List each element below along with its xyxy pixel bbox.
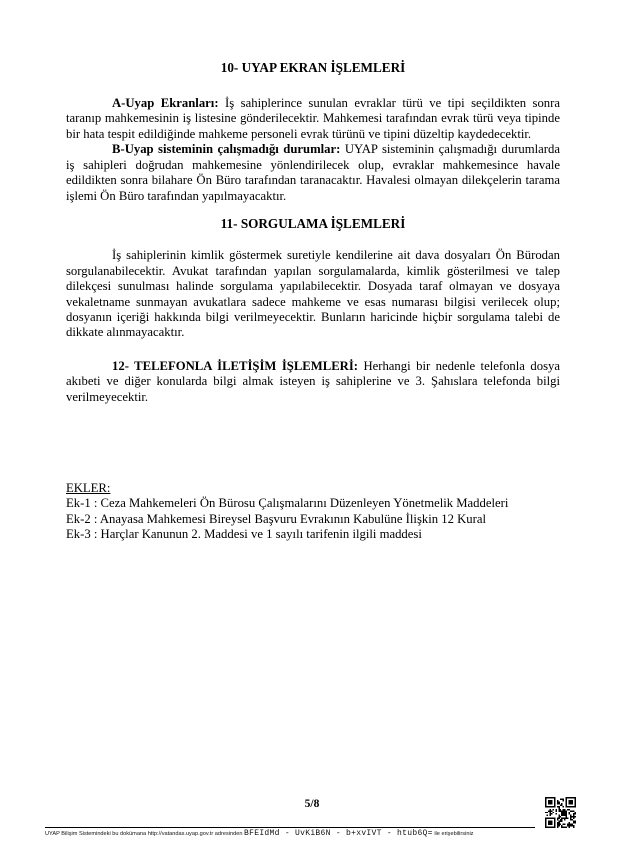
section-12-lead: 12- TELEFONLA İLETİŞİM İŞLEMLERİ:	[112, 358, 358, 373]
section-10-heading: 10- UYAP EKRAN İŞLEMLERİ	[220, 60, 406, 75]
section-12-paragraph	[66, 359, 560, 405]
attachments-section	[66, 481, 560, 542]
document-body	[66, 60, 560, 405]
paragraph-a-text: İş sahiplerince sunulan evraklar türü ve tipi seçildikten sonra taranıp mahkemesinin iş listesine gönderilecektir. Mahkemesi tarafından evrak türü veya tipinde bir hata tespit edildiğinde mahkeme personeli evrak türünü ve tipini düzeltip kaydedecektir.	[66, 96, 560, 141]
paragraph-b-lead: B-Uyap sisteminin çalışmadığı durumlar:	[112, 142, 341, 157]
qr-code	[545, 797, 576, 828]
paragraph-b-text: UYAP sisteminin çalışmadığı durumlarda iş sahipleri doğrudan mahkemesine yönlendirilecek olup, evraklar mahkemesince havale edildikten sonra bilahare Ön Büro tarafından taranacaktır. Havalesi olmayan dilekçelerin tarama işlemi Ön Büro tarafından yapılmayacaktır.	[66, 142, 561, 203]
verification-footer-prefix: UYAP Bilişim Sistemindeki bu dokümana http://vatandas.uyap.gov.tr adresinden	[45, 831, 243, 837]
section-11-heading: 11- SORGULAMA İŞLEMLERİ	[220, 216, 406, 232]
attachment-item-1: Ek-1 : Ceza Mahkemeleri Ön Bürosu Çalışmalarını Düzenleyen Yönetmelik Maddeleri	[66, 496, 509, 511]
footer-divider	[45, 827, 535, 828]
verification-code: BFEIdMd - UvKiB6N - b+xvIVT - htub6Q=	[244, 829, 433, 838]
attachment-item-2: Ek-2 : Anayasa Mahkemesi Bireysel Başvuru Evrakının Kabulüne İlişkin 12 Kural	[66, 511, 487, 526]
page-number: 5/8	[304, 798, 320, 810]
section-12-text: Herhangi bir nedenle telefonla dosya akıbeti ve diğer konularda bilgi almak isteyen iş sahiplerine ve 3. Şahıslara telefonda bilgi verilmeyecektir.	[66, 358, 560, 404]
attachments-heading: EKLER:	[66, 481, 111, 495]
section-10-paragraph-a	[66, 96, 560, 142]
attachment-item-3: Ek-3 : Harçlar Kanunun 2. Maddesi ve 1 sayılı tarifenin ilgili maddesi	[66, 526, 422, 541]
verification-footer-suffix: ile erişebilirsiniz	[434, 831, 474, 837]
section-10-paragraph-b	[66, 142, 560, 204]
section-11-paragraph: İş sahiplerinin kimlik göstermek suretiyle kendilerine ait dava dosyaları Ön Bürodan sorgulanabilecektir. Avukat tarafından yapılan sorgulamalarda, kimlik gösterilmesi ve talep dilekçesi sunulması halinde sorgulama yapılabilecektir. Dosyada taraf olmayan ve dosyaya vekaletname sunmayan avukatlara sadece mahkeme ve esas numarası bilgisi verilecek olup; dosyanın içeriği hakkında bilgi verilmeyecektir. Bunların haricinde hiçbir sorgulama talebi de dikkate alınmayacaktır.	[66, 248, 560, 340]
paragraph-a-lead: A-Uyap Ekranları:	[112, 96, 219, 110]
verification-footer	[45, 829, 473, 838]
